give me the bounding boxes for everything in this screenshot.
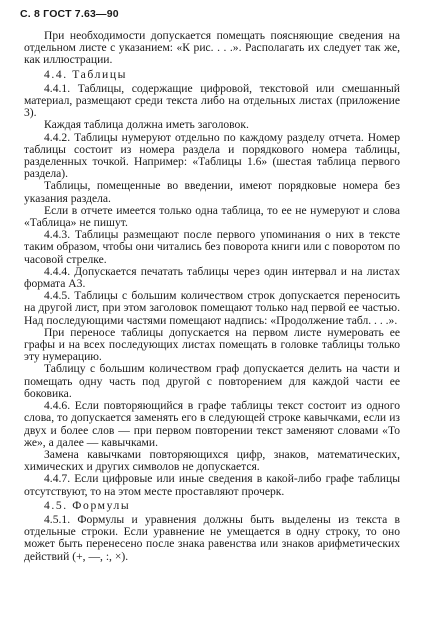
paragraph: Каждая таблица должна иметь заголовок. [44, 118, 249, 132]
paragraph: 4.4.6. Если повторяющийся в графе таблицы текст состоит из одного слова, то допускается заменять его в следующей строке кавычками, если из двух и более слов — при первом повторении текст заменяют словами «То же», а далее — кавычками. [24, 399, 400, 449]
paragraph: Таблицу с большим количеством граф допускается делить на части и помещать одну часть под другой с повторением для каждой части ее боковика. [24, 362, 400, 400]
paragraph: 4.4.4. Допускается печатать таблицы через один интервал и на листах формата А3. [24, 264, 400, 291]
paragraph: 4.4.5. Таблицы с большим количеством строк допускается переносить на другой лист, при этом заголовок помещают только над первой ее частью. Над последующими частями помещают надпись: «Продолжение табл. . . .». [24, 289, 400, 327]
paragraph: При переносе таблицы допускается на первом листе нумеровать ее графы и на всех последующих листах помещать в головке таблицы только эту нумерацию. [24, 325, 400, 364]
paragraph: 4.4.3. Таблицы размещают после первого упоминания о них в тексте таким образом, чтобы они читались без поворота книги или с поворотом по часовой стрелке. [24, 228, 400, 266]
paragraph: При необходимости допускается помещать поясняющие сведения на отдельном листе с указанием: «К рис. . . .». Располагать их следует так же, как иллюстрации. [24, 29, 400, 67]
paragraph: 4.4.2. Таблицы нумеруют отдельно по каждому разделу отчета. Номер таблицы состоит из номера раздела и порядкового номера таблицы, разделенных точкой. Например: «Таблицы 1.6» (шестая таблица первого раздела). [24, 130, 400, 181]
paragraph: 4.5.1. Формулы и уравнения должны быть выделены из текста в отдельные строки. Если уравнение не умещается в одну строку, то оно может быть перенесено после знака равенства или знаков арифметических действий (+, —, :, ×). [24, 512, 400, 563]
paragraph: Таблицы, помещенные во введении, имеют порядковые номера без указания раздела. [24, 179, 400, 205]
page-header: С. 8 ГОСТ 7.63—90 [20, 8, 119, 20]
paragraph: Замена кавычками повторяющихся цифр, знаков, математических, химических и других символов не допускается. [24, 447, 400, 474]
section-heading-tables: 4.4. Таблицы [44, 67, 128, 81]
document-body [24, 30, 400, 563]
section-heading-formulas: 4.5. Формулы [44, 498, 131, 512]
paragraph: 4.4.1. Таблицы, содержащие цифровой, текстовой или смешанный материал, размещают среди текста либо на отдельных листах (приложение 3). [24, 81, 400, 120]
paragraph: 4.4.7. Если цифровые или иные сведения в какой-либо графе таблицы отсутствуют, то на этом месте проставляют прочерк. [24, 472, 400, 498]
paragraph: Если в отчете имеется только одна таблица, то ее не нумеруют и слова «Таблица» не пишут. [24, 203, 400, 230]
